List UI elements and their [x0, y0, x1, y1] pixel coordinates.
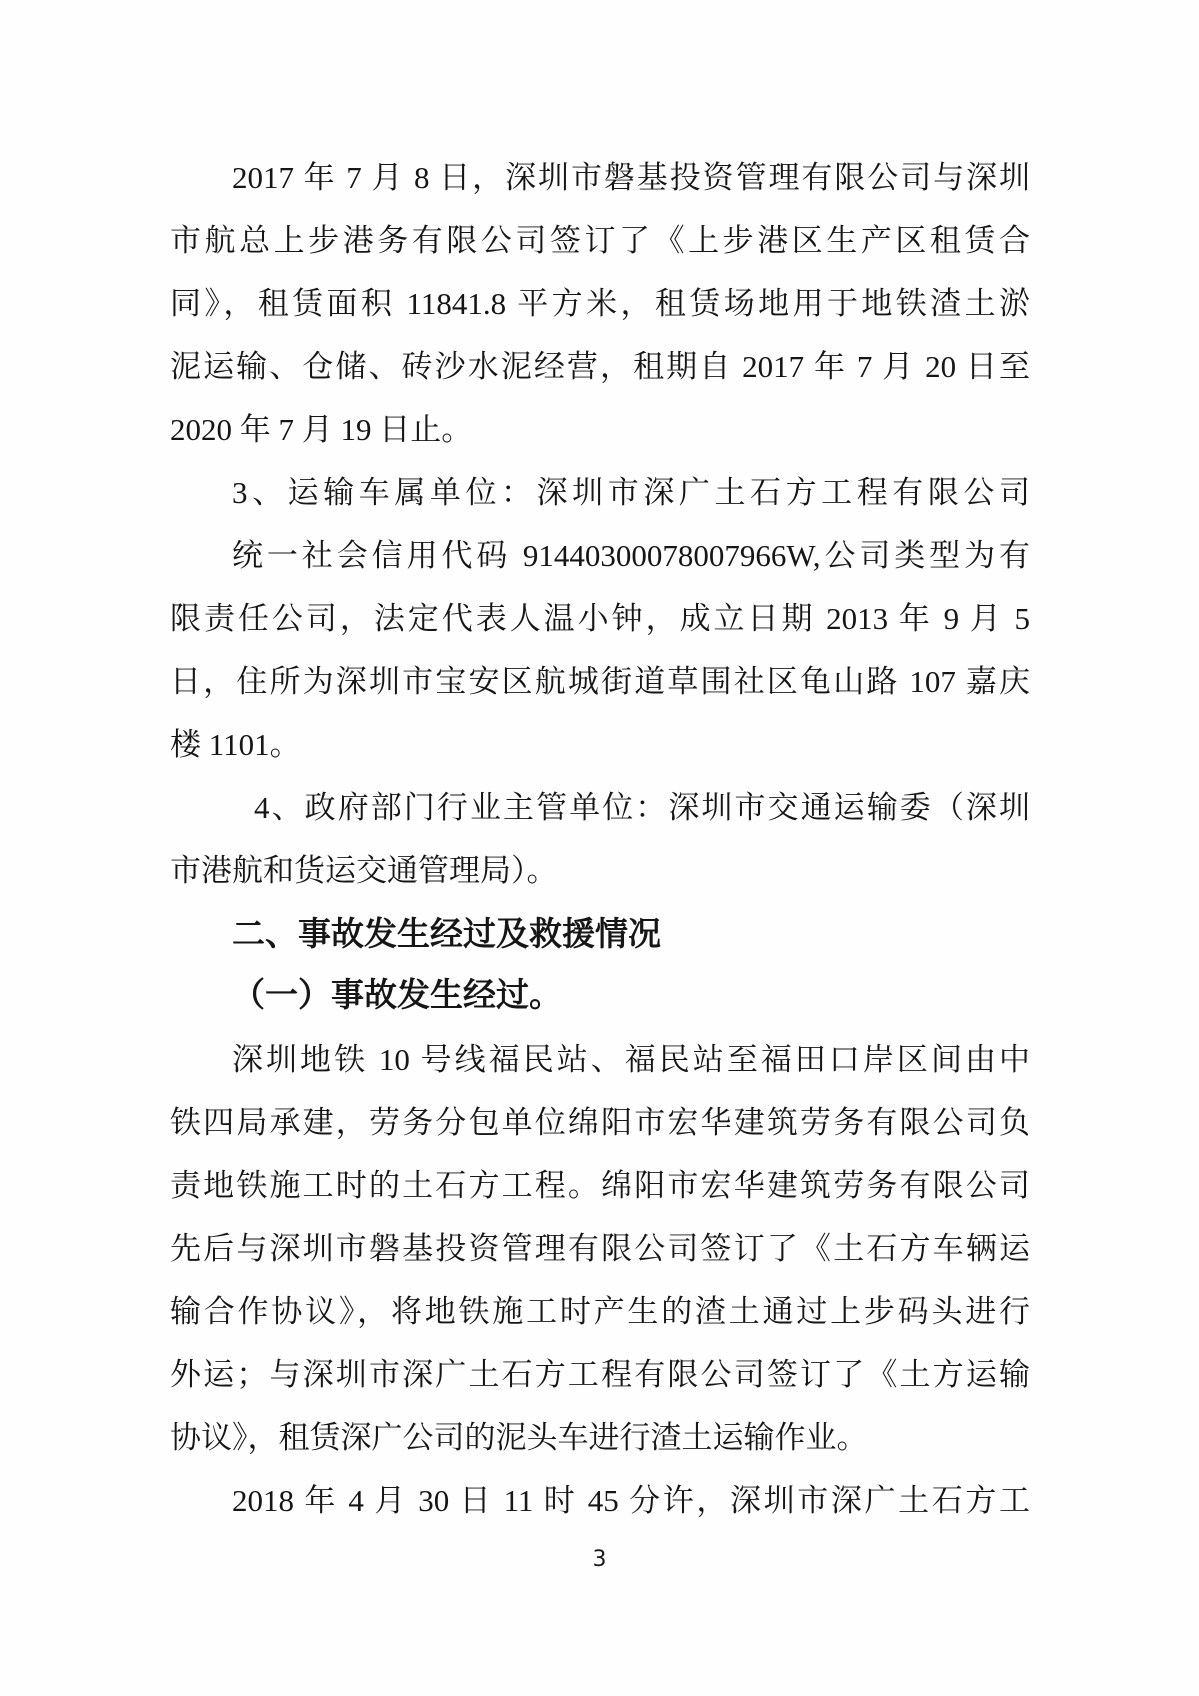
doc-heading: （一）事故发生经过。	[232, 978, 562, 1014]
doc-line: 市航总上步港务有限公司签订了《上步港区生产区租赁合	[170, 223, 1030, 258]
doc-line: 铁四局承建，劳务分包单位绵阳市宏华建筑劳务有限公司负	[170, 1105, 1030, 1140]
doc-line: 统一社会信用代码 91440300078007966W,公司类型为有	[232, 538, 1030, 573]
doc-line: 3、运输车属单位：深圳市深广土石方工程有限公司	[232, 475, 1030, 510]
text-block	[170, 146, 1030, 1532]
doc-line: 先后与深圳市磐基投资管理有限公司签订了《土石方车辆运	[170, 1231, 1030, 1266]
doc-line: 同》，租赁面积 11841.8 平方米，租赁场地用于地铁渣土淤	[170, 286, 1030, 321]
doc-line: 市港航和货运交通管理局）。	[170, 853, 558, 888]
doc-line: 楼 1101。	[170, 727, 301, 762]
doc-line: 外运；与深圳市深广土石方工程有限公司签订了《土方运输	[170, 1357, 1030, 1392]
doc-line: 2017 年 7 月 8 日，深圳市磐基投资管理有限公司与深圳	[232, 160, 1030, 195]
doc-line: 2018 年 4 月 30 日 11 时 45 分许，深圳市深广土石方工	[232, 1483, 1030, 1518]
doc-line: 限责任公司，法定代表人温小钟，成立日期 2013 年 9 月 5	[170, 601, 1030, 636]
doc-line: 2020 年 7 月 19 日止。	[170, 412, 473, 447]
doc-heading: 二、事故发生经过及救援情况	[232, 915, 661, 952]
doc-line: 深圳地铁 10 号线福民站、福民站至福田口岸区间由中	[232, 1042, 1030, 1077]
doc-line: 泥运输、仓储、砖沙水泥经营，租期自 2017 年 7 月 20 日至	[170, 349, 1030, 384]
page-number: 3	[592, 1547, 607, 1572]
doc-line: 日，住所为深圳市宝安区航城街道草围社区龟山路 107 嘉庆	[170, 664, 1030, 699]
doc-line: 协议》，租赁深广公司的泥头车进行渣土运输作业。	[170, 1420, 868, 1455]
doc-line: 输合作协议》，将地铁施工时产生的渣土通过上步码头进行	[170, 1294, 1030, 1329]
doc-line: 责地铁施工时的土石方工程。绵阳市宏华建筑劳务有限公司	[170, 1168, 1030, 1203]
doc-line: 4、政府部门行业主管单位：深圳市交通运输委（深圳	[254, 790, 1030, 825]
